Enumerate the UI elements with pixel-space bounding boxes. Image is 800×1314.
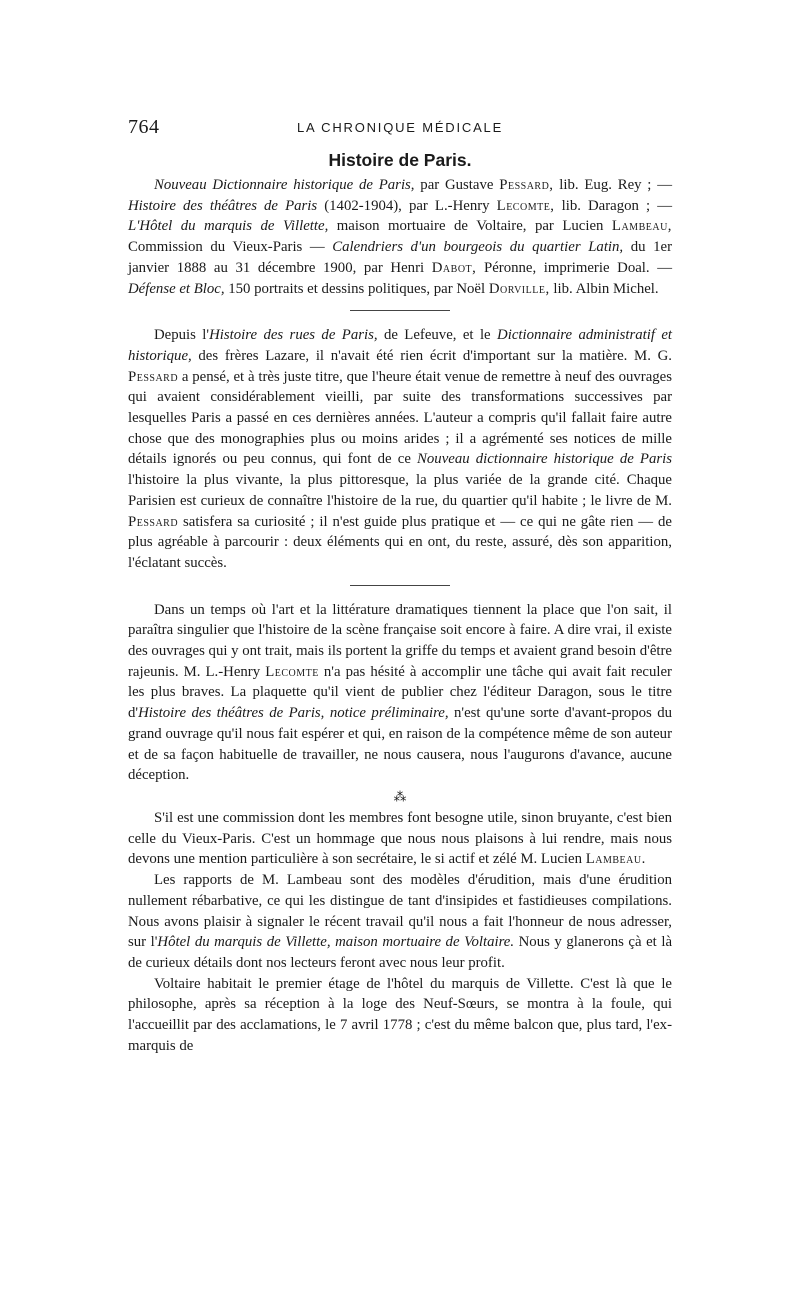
book-title: Histoire des théâtres de Paris, notice préliminaire, — [138, 705, 449, 722]
text-run: l'histoire la plus vivante, la plus pittoresque, la plus variée de la grande cité. Chaque Parisien est curieux de connaître l'histoire de la rue, du quartier qu'il habite ; le livre de M. — [128, 472, 672, 509]
text-run: satisfera sa curiosité ; il n'est guide plus pratique et — ce qui ne gâte rien — de plus agréable à parcourir : deux éléments qui en ont, du reste, assuré, dès son apparition, l'éclatant succès. — [128, 513, 672, 571]
text-run: de Lefeuve, et le — [377, 327, 498, 344]
author-name: Lambeau. — [585, 851, 646, 868]
book-title: Hôtel du marquis de Villette, maison mortuaire de Voltaire. — [157, 934, 515, 951]
text-run: n'a pas hésité à accomplir une tâche qui avait fait reculer les plus braves. La plaquette qu'il vient de publier chez l'éditeur Daragon, sous le titre d' — [128, 663, 672, 722]
paragraph-dictionnaire — [128, 325, 672, 573]
text-run: lib. Eug. Rey ; — — [553, 177, 672, 193]
running-title: LA CHRONIQUE MÉDICALE — [296, 120, 504, 135]
author-name: Dorville, — [488, 280, 550, 297]
section-title: Histoire de Paris. — [328, 150, 472, 170]
text-run: du 1er janvier 1888 au 31 décembre 1900, par Henri — [128, 239, 672, 276]
book-title: Nouveau Dictionnaire historique de Paris, — [154, 177, 415, 193]
paragraph-lambeau — [128, 870, 672, 974]
text-run: n'est qu'une sorte d'avant-propos du grand ouvrage qu'il nous fait espérer et qui, en raison de la compétence même de son auteur et de sa façon habituelle de travailler, ne nous causera, nous l'augurons d'avance, aucune déception. — [128, 705, 672, 784]
paragraph-theatres — [128, 600, 672, 786]
text-run: Depuis l' — [154, 327, 210, 344]
text-run: Voltaire habitait le premier étage de l'hôtel du marquis de Villette. C'est là que le philosophe, après sa réception à la loge des Neuf-Sœurs, se montra à la foule, qui l'accueillit par des acclamations, le 7 avril 1778 ; c'est du même balcon que, plus tard, l'ex-marquis de — [128, 975, 672, 1054]
divider-rule — [350, 310, 450, 311]
author-name: Pessard — [128, 513, 179, 530]
book-title: Histoire des rues de Paris, — [209, 327, 378, 344]
text-run: par Gustave — [414, 177, 500, 193]
author-name: Pessard, — [499, 177, 554, 193]
text-run: Dans un temps où l'art et la littérature dramatiques tiennent la place que l'on sait, il paraîtra singulier que l'histoire de la scène française soit encore à faire. A dire vrai, il existe des ouvrages qui y ont trait, mais ils portent la griffe du temps et avaient grand besoin d'être rajeunis. M. L.-Henry — [128, 601, 672, 680]
text-run: Péronne, imprimerie Doal. — — [476, 259, 673, 276]
author-name: Dabot, — [431, 259, 477, 276]
author-name: Lambeau, — [611, 218, 672, 235]
book-title: Histoire des théâtres de Paris — [128, 197, 318, 214]
divider-rule — [350, 585, 450, 586]
author-name: Pessard — [128, 368, 179, 385]
text-run: 150 portraits et dessins politiques, par Noël — [224, 280, 489, 297]
bibliography-paragraph — [128, 175, 672, 299]
text-run: S'il est une commission dont les membres font besogne utile, sinon bruyante, c'est bien celle du Vieux-Paris. C'est un hommage que nous nous plaisons à lui rendre, mais nous devons une mention particulière à son secrétaire, le si actif et zélé M. Lucien — [128, 809, 672, 868]
paragraph-voltaire — [128, 974, 672, 1057]
book-title: Dictionnaire administratif et historique, — [128, 327, 673, 364]
text-run: maison mortuaire de Voltaire, par Lucien — [328, 218, 612, 235]
article-body — [128, 175, 672, 1056]
text-run: Commission du Vieux-Paris — — [128, 239, 333, 256]
author-name: Lecomte, — [496, 197, 555, 214]
text-run: (1402-1904), par L.-Henry — [317, 197, 497, 214]
paragraph-vieux-paris — [128, 808, 672, 870]
text-run: Nous y glanerons çà et là de curieux détails dont nos lecteurs feront avec nous leur profit. — [128, 934, 673, 971]
text-run: lib. Albin Michel. — [549, 280, 659, 297]
book-title: Calendriers d'un bourgeois du quartier Latin, — [332, 239, 624, 256]
page-header — [128, 116, 672, 138]
asterism-separator: ⁂ — [393, 788, 407, 804]
author-name: Lecomte — [265, 663, 319, 680]
text-run: Les rapports de M. Lambeau sont des modèles d'érudition, mais d'une érudition nullement rébarbative, ce qui les distingue de tant d'insipides et fastidieuses compilations. Nous avons plaisir à signaler le récent travail qu'il nous a fait l'honneur de nous adresser, sur l' — [128, 872, 672, 951]
book-title: L'Hôtel du marquis de Villette, — [128, 218, 329, 235]
page-number: 764 — [128, 116, 160, 138]
text-run: a pensé, et à très juste titre, que l'heure était venue de remettre à neuf des ouvrages qui avaient considérablement vieilli, par suite des transformations successives par lesquelles Paris a passé en ces dernières années. L'auteur a compris qu'il fallait faire autre chose que des monographies plus ou moins arides ; il a agrémenté ses notices de mille détails ignorés ou peu connus, qui font de ce — [128, 368, 672, 468]
text-run: des frères Lazare, il n'avait été rien écrit d'important sur la matière. M. G. — [191, 347, 672, 364]
book-title: Nouveau dictionnaire historique de Paris — [417, 451, 672, 468]
text-run: lib. Daragon ; — — [554, 197, 672, 214]
book-title: Défense et Bloc, — [128, 280, 225, 297]
